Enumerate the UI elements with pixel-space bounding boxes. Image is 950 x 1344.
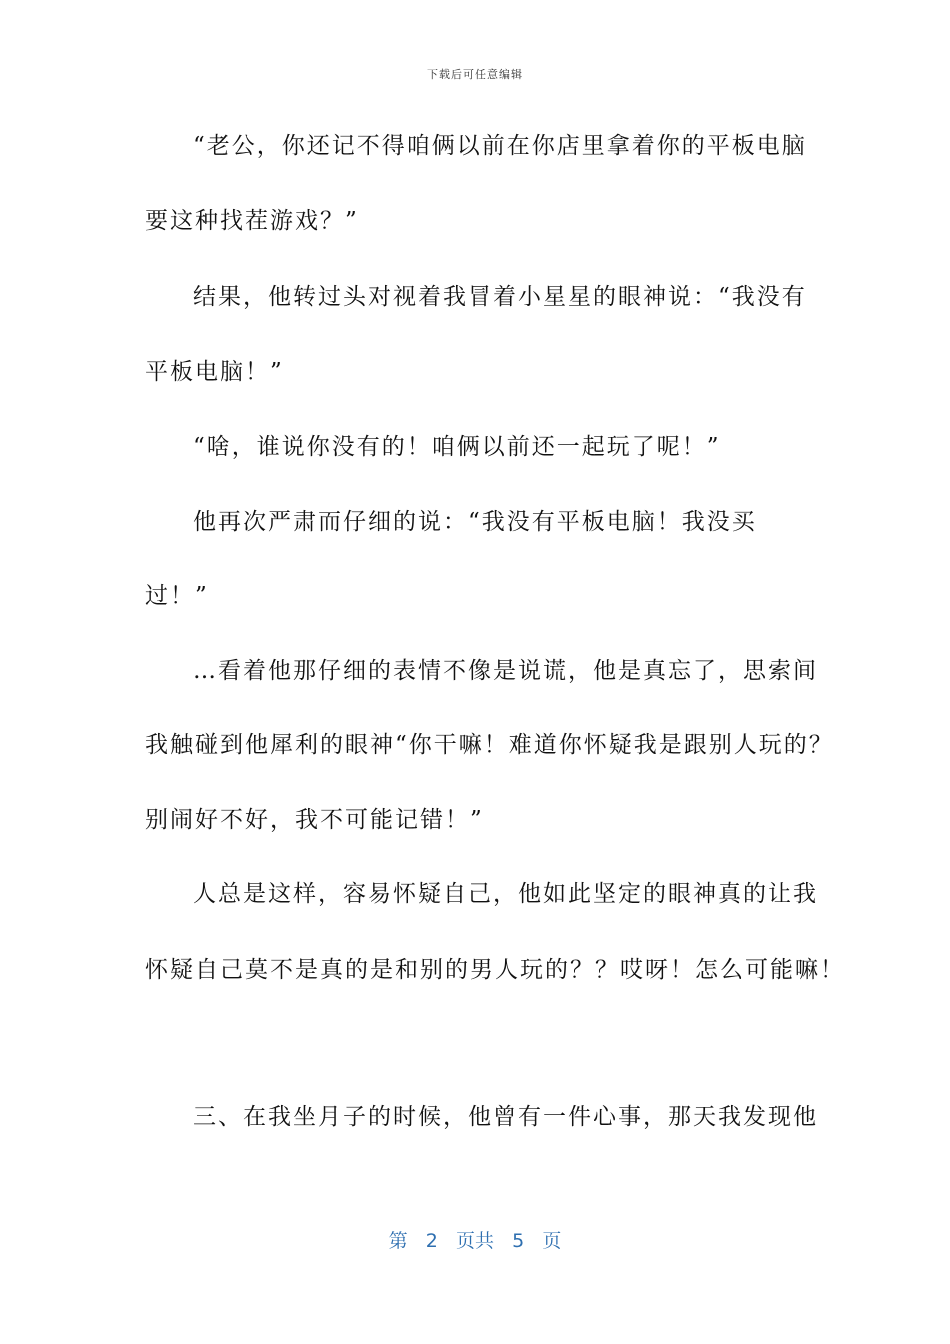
footer-current-page: 2 [425,1230,438,1252]
paragraph-line: “啥，谁说你没有的！咱俩以前还一起玩了呢！” [193,434,721,460]
footer-suffix: 页 [542,1230,562,1252]
footer-middle: 页共 [455,1230,494,1252]
paragraph-line: 我触碰到他犀利的眼神“你干嘛！难道你怀疑我是跟别人玩的？ [145,732,834,758]
paragraph-line: 要这种找茬游戏？” [145,208,359,234]
section-heading-line: 三、在我坐月子的时候，他曾有一件心事，那天我发现他 [193,1104,818,1130]
paragraph-line: 别闹好不好，我不可能记错！” [145,807,484,833]
footer-prefix: 第 [388,1230,408,1252]
paragraph-line: 人总是这样，容易怀疑自己，他如此坚定的眼神真的让我 [193,881,818,907]
paragraph-line: …看着他那仔细的表情不像是说谎，他是真忘了，思索间 [193,658,818,684]
paragraph-line: 过！” [145,583,209,609]
page-header: 下载后可任意编辑 [427,68,523,81]
page-footer [0,1226,950,1253]
paragraph-line: 怀疑自己莫不是真的是和别的男人玩的？？哎呀！怎么可能嘛！ [145,957,845,983]
footer-total-pages: 5 [512,1230,525,1252]
paragraph-line: 结果，他转过头对视着我冒着小星星的眼神说：“我没有 [193,284,807,310]
paragraph-line: “老公，你还记不得咱俩以前在你店里拿着你的平板电脑 [193,133,807,159]
paragraph-line: 他再次严肃而仔细的说：“我没有平板电脑！我没买 [193,509,757,535]
paragraph-line: 平板电脑！” [145,359,284,385]
